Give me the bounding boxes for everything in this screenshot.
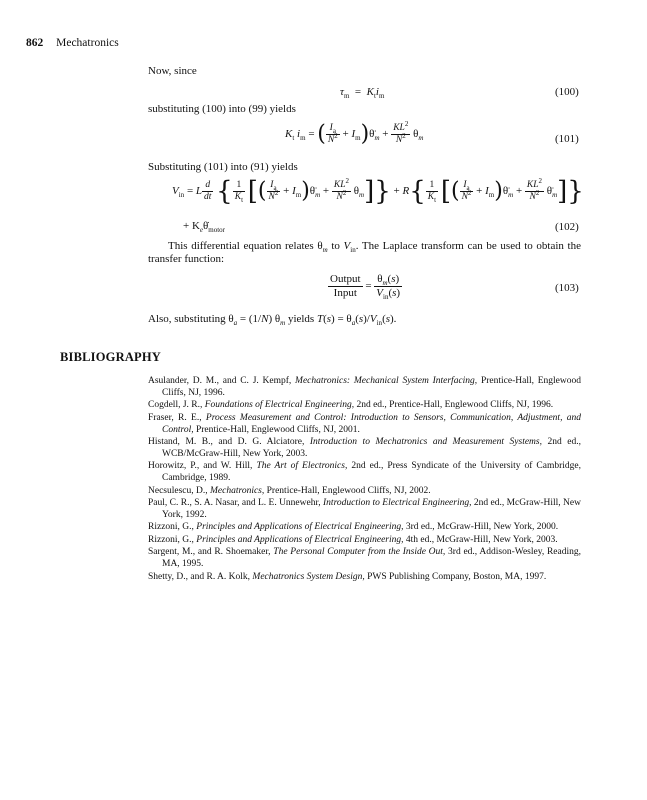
reference-title: Introduction to Electrical Engineering, — [323, 498, 472, 509]
eq103-v: V — [376, 287, 384, 299]
text-sub-101-91: Substituting (101) into (91) yields — [148, 161, 298, 173]
reference-entry — [148, 413, 581, 437]
eq100-tau: τ — [340, 86, 344, 98]
reference-authors: Rizzoni, G., — [148, 522, 197, 533]
also-text: Also, substituting θ — [148, 313, 234, 325]
reference-title: Mechatronics System Design, — [252, 571, 365, 582]
reference-authors: Necsulescu, D., — [148, 485, 210, 496]
equation-102: $V_{in} = L$ $\frac{d}{dt}$ { $\frac{1}{K_t}$ [( $\frac{I_a}{N^2}$ + $I_m)\thetä_m$ + $\frac{KL^2}{N^2}$ $\theta_m]\} + R${ $\frac{1}{K_t}$ [( $\frac{I_a}{N^2}$ + $I_m)\thetä_m$ + $\frac{KL^2}{N^2}$ $\thetä_m$]} — [172, 176, 584, 207]
text-sub-100-99: substituting (100) into (99) yields — [148, 103, 296, 115]
reference-title: Process Measurement and Control: Introduction to Sensors, Communication, Adjustment, and Control, — [162, 412, 581, 435]
reference-list — [148, 376, 581, 584]
page-number: 862 — [26, 37, 44, 49]
reference-authors: Sargent, M., and R. Shoemaker, — [148, 547, 274, 558]
equation-103: $\frac{\text{Output}}{\text{Input}}$ = $\frac{\theta_m(s)}{V_{in}(s)}$ — [330, 273, 401, 302]
reference-publisher: Prentice-Hall, Englewood Cliffs, NJ, 1996. — [162, 376, 581, 398]
reference-authors: Shetty, D., and R. A. Kolk, — [148, 571, 253, 582]
reference-publisher: 4th ed., McGraw-Hill, New York, 2003. — [403, 534, 558, 545]
reference-entry — [148, 400, 581, 412]
equation-101: $K_t$ $i_m$ = ( $\frac{I_a}{N^2}$ + $I_m)\thetä_m$ + $\frac{KL^2}{N^2}$ $\theta_m$ — [285, 119, 424, 147]
reference-authors: Cogdell, J. R., — [148, 400, 205, 411]
reference-title: Mechatronics, — [210, 485, 265, 496]
eq102-motor-sub: motor — [208, 226, 226, 235]
reference-title: Principles and Applications of Electrical Engineering, — [196, 522, 404, 533]
eq100-tau-sub: m — [343, 92, 350, 101]
equation-102-second-line: + $K_e\thetȧ_{motor}$ — [183, 220, 226, 235]
eq100-k-sub: t — [373, 92, 376, 101]
running-title: Mechatronics — [56, 37, 119, 49]
reference-entry — [148, 461, 581, 485]
eq102-plus-k: + K — [183, 220, 200, 232]
reference-publisher: 3rd ed., McGraw-Hill, New York, 2000. — [403, 522, 559, 533]
reference-authors: Fraser, R. E., — [148, 412, 206, 423]
reference-entry — [148, 498, 581, 522]
reference-entry — [148, 572, 581, 584]
equation-103-number: (103) — [555, 282, 579, 294]
reference-publisher: Prentice-Hall, Englewood Cliffs, NJ, 2001. — [193, 424, 360, 435]
paragraph-part1: This differential equation relates θ — [168, 240, 323, 252]
reference-title: Mechatronics: Mechanical System Interfacing, — [295, 376, 478, 386]
equation-100: $\tau_m = K_ti_m$ — [340, 86, 385, 101]
reference-publisher: PWS Publishing Company, Boston, MA, 1997. — [364, 571, 547, 582]
text-also-substituting: Also, substituting $\theta_a = (1/N)$ $\theta_m$ yields $T(s) = \theta_a(s)/V_{in}(s)$. — [148, 313, 397, 328]
equation-101-number: (101) — [555, 133, 579, 145]
reference-title: Introduction to Mechatronics and Measurement Systems, — [309, 437, 542, 448]
reference-publisher: 2nd ed., Prentice-Hall, Englewood Cliffs, NJ, 1996. — [354, 400, 554, 411]
eq100-k: K — [366, 86, 374, 98]
equation-100-number: (100) — [555, 86, 579, 98]
reference-entry — [148, 535, 581, 547]
paragraph-part2: The Laplace transform can be used to obtain the transfer function: — [148, 240, 581, 265]
bibliography-title: BIBLIOGRAPHY — [60, 350, 162, 364]
eq103-output: Output — [330, 273, 361, 285]
reference-title: Foundations of Electrical Engineering, — [204, 400, 355, 411]
reference-title: The Art of Electronics, — [256, 461, 348, 472]
reference-entry — [148, 376, 581, 400]
reference-publisher: Prentice-Hall, Englewood Cliffs, NJ, 2002. — [264, 485, 431, 496]
reference-title: The Personal Computer from the Inside Out, — [273, 547, 446, 558]
text-now-since: Now, since — [148, 65, 197, 77]
running-header — [26, 37, 119, 49]
eq103-input: Input — [333, 287, 357, 299]
reference-authors: Horowitz, P., and W. Hill, — [148, 461, 257, 472]
eq103-theta: θ — [377, 273, 383, 285]
reference-publisher: 2nd ed., Press Syndicate of the University of Cambridge, Cambridge, 1989. — [162, 461, 581, 484]
reference-title: Principles and Applications of Electrical Engineering, — [196, 534, 404, 545]
equation-102-number: (102) — [555, 221, 579, 233]
reference-authors: Histand, M. B., and D. G. Alciatore, — [148, 437, 310, 448]
reference-authors: Paul, C. R., S. A. Nasar, and L. E. Unnewehr, — [148, 498, 324, 509]
reference-authors: Rizzoni, G., — [148, 534, 197, 545]
reference-publisher: 3rd ed., Addison-Wesley, Reading, MA, 1995. — [162, 547, 581, 570]
reference-entry — [148, 522, 581, 534]
reference-entry — [148, 437, 581, 461]
eq100-i: i — [375, 86, 379, 98]
eq100-i-sub: m — [378, 92, 385, 101]
reference-authors: Asulander, D. M., and C. J. Kempf, — [148, 376, 296, 386]
reference-entry — [148, 486, 581, 498]
paragraph-transfer: This differential equation relates $\theta_m$ to $V_{in}$. The Laplace transform can be used to obtain the transfer function: — [148, 240, 581, 265]
reference-publisher: 2nd ed., McGraw-Hill, New York, 1992. — [162, 498, 581, 520]
reference-publisher: 2nd ed., WCB/McGraw-Hill, New York, 2003. — [162, 437, 581, 459]
reference-entry — [148, 547, 581, 571]
